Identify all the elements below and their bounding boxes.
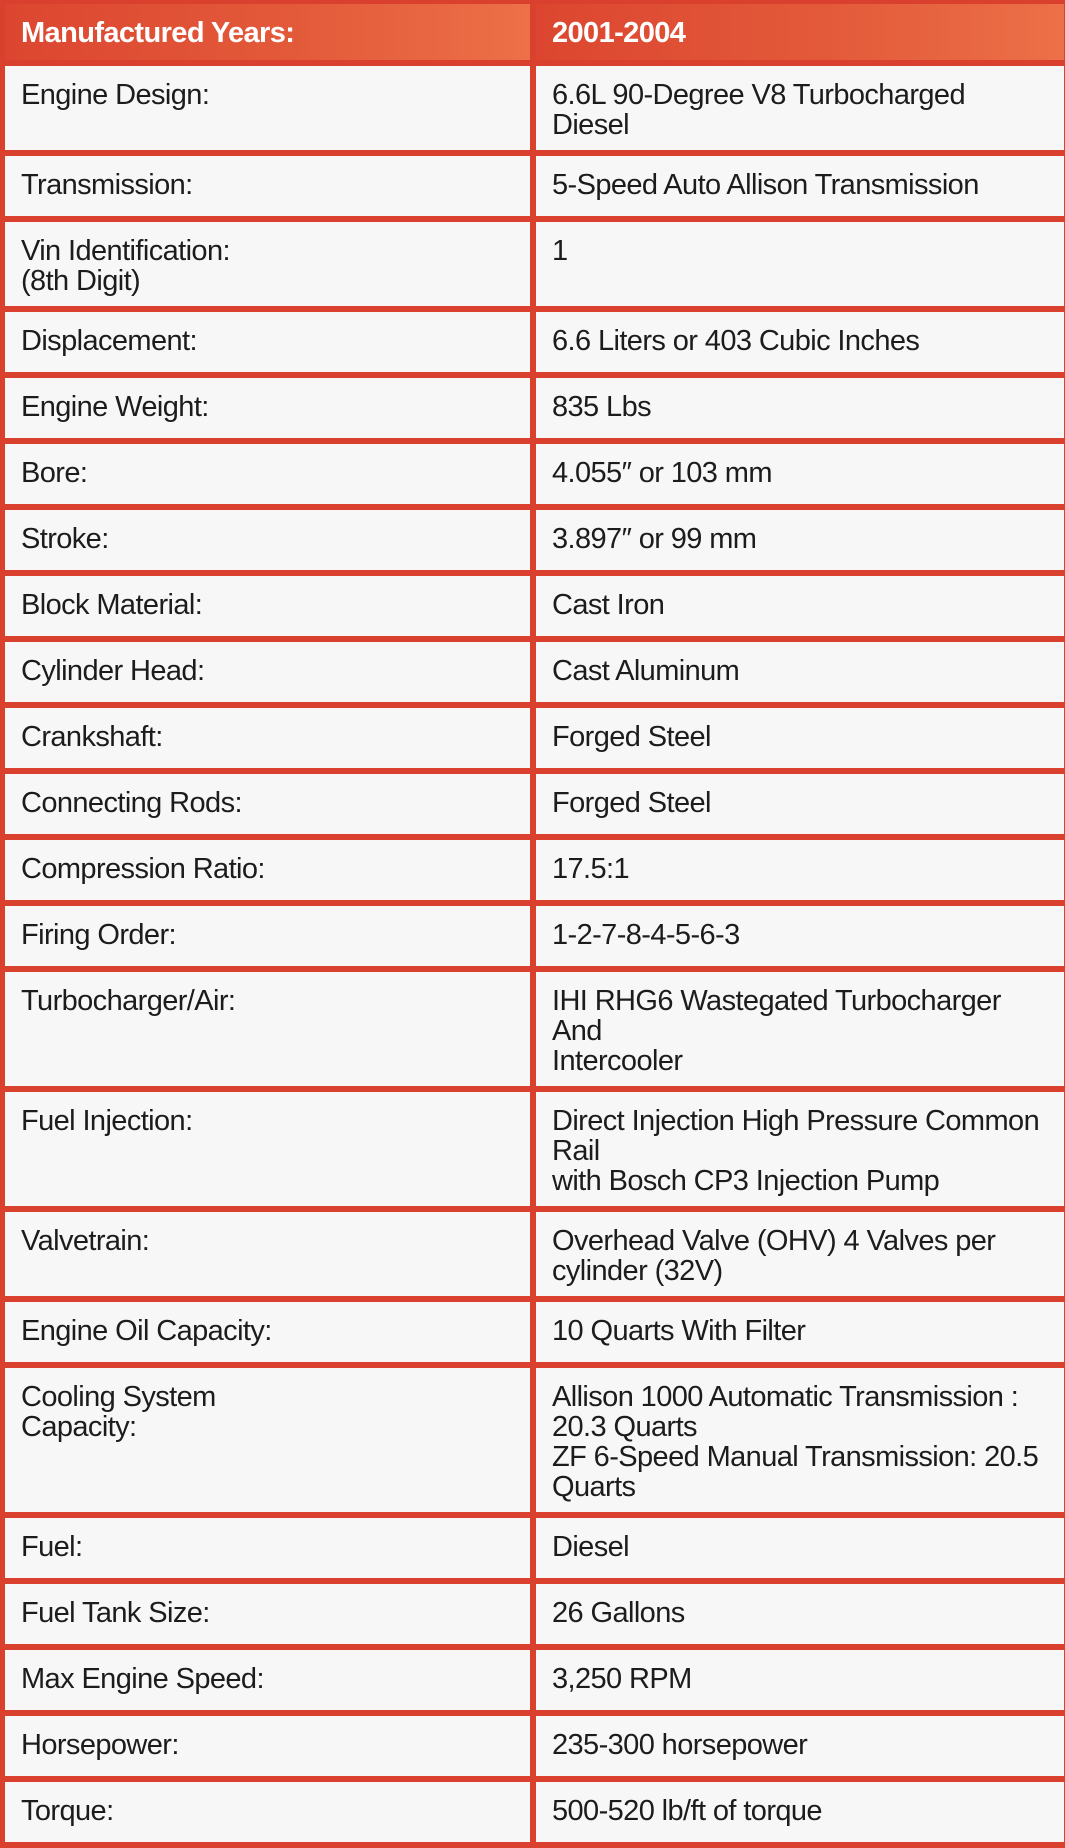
spec-value: 3,250 RPM [552,1663,692,1695]
spec-label-cell [5,66,530,150]
spec-value: Forged Steel [552,787,711,819]
table-row [5,1212,1064,1296]
table-row [5,576,1064,636]
spec-value: Direct Injection High Pressure Common Rail with Bosch CP3 Injection Pump [552,1105,1040,1197]
spec-value: 4.055″ or 103 mm [552,457,772,489]
spec-label: Crankshaft: [21,721,163,753]
spec-value-cell [536,708,1064,768]
header-value: 2001-2004 [552,17,686,49]
spec-value: 10 Quarts With Filter [552,1315,806,1347]
spec-value-cell [536,1212,1064,1296]
spec-label-cell [5,774,530,834]
spec-value-cell [536,66,1064,150]
spec-value: 500-520 lb/ft of torque [552,1795,822,1827]
spec-value-cell [536,510,1064,570]
spec-value-cell [536,1584,1064,1644]
spec-label: Cylinder Head: [21,655,205,687]
spec-value: 5-Speed Auto Allison Transmission [552,169,979,201]
spec-label: Compression Ratio: [21,853,265,885]
header-label: Manufactured Years: [21,17,295,49]
spec-value-cell [536,1518,1064,1578]
table-row [5,156,1064,216]
spec-label: Engine Weight: [21,391,209,423]
spec-value-cell [536,774,1064,834]
table-row [5,1368,1064,1512]
spec-value-cell [536,576,1064,636]
table-row [5,906,1064,966]
spec-label-cell [5,222,530,306]
table-row [5,1584,1064,1644]
table-row [5,840,1064,900]
table-row [5,642,1064,702]
spec-value: 3.897″ or 99 mm [552,523,757,555]
spec-label: Transmission: [21,169,193,201]
spec-value-cell [536,1092,1064,1206]
spec-label-cell [5,708,530,768]
spec-label: Fuel: [21,1531,83,1563]
spec-label-cell [5,1584,530,1644]
table-row [5,66,1064,150]
spec-value-cell [536,1716,1064,1776]
spec-value: Forged Steel [552,721,711,753]
table-row [5,444,1064,504]
spec-value-cell [536,1782,1064,1842]
spec-value: Diesel [552,1531,629,1563]
spec-label: Valvetrain: [21,1225,150,1257]
spec-value: 6.6L 90-Degree V8 Turbocharged Diesel [552,79,965,141]
spec-label: Engine Design: [21,79,210,111]
header-label-cell [5,4,530,60]
table-row [5,1302,1064,1362]
spec-label-cell [5,1518,530,1578]
spec-label: Fuel Injection: [21,1105,193,1137]
spec-label-cell [5,972,530,1086]
spec-label: Stroke: [21,523,109,555]
spec-value: 26 Gallons [552,1597,685,1629]
spec-label-cell [5,1368,530,1512]
table-row [5,222,1064,306]
spec-label-cell [5,1650,530,1710]
header-value-cell [536,4,1064,60]
table-row [5,1716,1064,1776]
spec-value-cell [536,444,1064,504]
spec-label: Block Material: [21,589,203,621]
spec-label-cell [5,378,530,438]
spec-value-cell [536,1650,1064,1710]
spec-label: Bore: [21,457,88,489]
spec-label: Turbocharger/Air: [21,985,236,1017]
spec-value: 835 Lbs [552,391,651,423]
spec-label: Horsepower: [21,1729,179,1761]
spec-value: 1-2-7-8-4-5-6-3 [552,919,740,951]
spec-value: 17.5:1 [552,853,630,885]
spec-label: Torque: [21,1795,114,1827]
spec-value: Allison 1000 Automatic Transmission : 20.3 Quarts ZF 6-Speed Manual Transmission: 20.5 Quarts [552,1381,1039,1503]
spec-rows [5,66,1064,1842]
table-row [5,774,1064,834]
table-header-row [5,4,1064,60]
spec-value: 1 [552,235,568,267]
spec-label: Vin Identification: (8th Digit) [21,235,230,297]
spec-value-cell [536,378,1064,438]
table-row [5,972,1064,1086]
spec-label-cell [5,312,530,372]
spec-label-cell [5,1782,530,1842]
spec-value: Cast Iron [552,589,665,621]
spec-value: Cast Aluminum [552,655,740,687]
spec-label: Cooling System Capacity: [21,1381,216,1443]
spec-label-cell [5,906,530,966]
table-row [5,1518,1064,1578]
spec-label-cell [5,840,530,900]
spec-value-cell [536,222,1064,306]
table-row [5,708,1064,768]
spec-label-cell [5,1716,530,1776]
spec-label-cell [5,1302,530,1362]
spec-value-cell [536,156,1064,216]
spec-value-cell [536,1368,1064,1512]
spec-value-cell [536,312,1064,372]
spec-value: 6.6 Liters or 403 Cubic Inches [552,325,920,357]
spec-value: 235-300 horsepower [552,1729,808,1761]
spec-label-cell [5,1092,530,1206]
spec-value-cell [536,972,1064,1086]
spec-label: Fuel Tank Size: [21,1597,210,1629]
table-row [5,510,1064,570]
spec-value-cell [536,1302,1064,1362]
spec-label-cell [5,576,530,636]
spec-label: Connecting Rods: [21,787,242,819]
spec-label-cell [5,1212,530,1296]
table-row [5,312,1064,372]
table-row [5,1092,1064,1206]
spec-value-cell [536,840,1064,900]
table-row [5,378,1064,438]
spec-label: Max Engine Speed: [21,1663,264,1695]
spec-value-cell [536,906,1064,966]
table-row [5,1650,1064,1710]
spec-label-cell [5,444,530,504]
table-row [5,1782,1064,1842]
spec-label-cell [5,510,530,570]
spec-label-cell [5,156,530,216]
spec-value: Overhead Valve (OHV) 4 Valves per cylinder (32V) [552,1225,996,1287]
spec-label-cell [5,642,530,702]
spec-label: Displacement: [21,325,197,357]
spec-label: Engine Oil Capacity: [21,1315,272,1347]
spec-value: IHI RHG6 Wastegated Turbocharger And Intercooler [552,985,1001,1077]
spec-value-cell [536,642,1064,702]
spec-label: Firing Order: [21,919,176,951]
